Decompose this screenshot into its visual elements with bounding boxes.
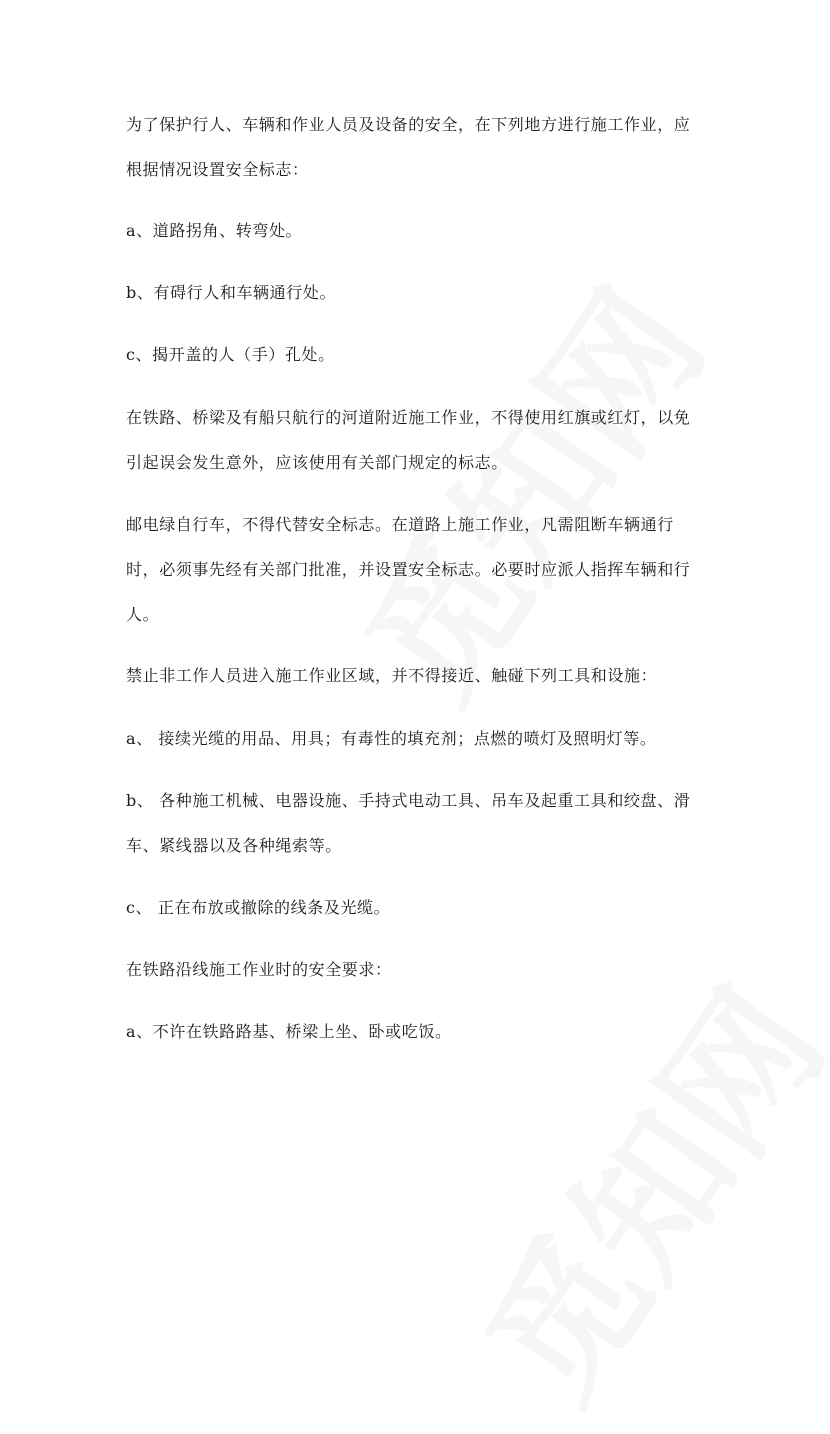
- paragraph-line: 邮电绿自行车，不得代替安全标志。在道路上施工作业，凡需阻断车辆通行: [126, 515, 674, 534]
- watermark: [307, 242, 742, 735]
- list-item: 车、紧线器以及各种绳索等。: [126, 836, 342, 855]
- paragraph-line: 时，必须事先经有关部门批准，并设置安全标志。必要时应派人指挥车辆和行: [126, 560, 691, 579]
- list-item: c、揭开盖的人（手）孔处。: [126, 345, 335, 364]
- watermark: [427, 942, 830, 1434]
- paragraph-line: 在铁路、桥梁及有船只航行的河道附近施工作业，不得使用红旗或红灯，以免: [126, 408, 691, 427]
- list-item: a、 接续光缆的用品、用具；有毒性的填充剂；点燃的喷灯及照明灯等。: [126, 729, 657, 748]
- paragraph-line: 在铁路沿线施工作业时的安全要求：: [126, 960, 392, 979]
- list-item: b、有碍行人和车辆通行处。: [126, 283, 337, 302]
- paragraph-line: 引起误会发生意外，应该使用有关部门规定的标志。: [126, 453, 508, 472]
- list-item: b、 各种施工机械、电器设施、手持式电动工具、吊车及起重工具和绞盘、滑: [126, 791, 691, 810]
- list-item: c、 正在布放或撤除的线条及光缆。: [126, 898, 391, 917]
- paragraph-line: 为了保护行人、车辆和作业人员及设备的安全，在下列地方进行施工作业，应: [126, 115, 691, 134]
- list-item: a、道路拐角、转弯处。: [126, 221, 303, 240]
- paragraph-line: 人。: [126, 605, 160, 624]
- paragraph-line: 禁止非工作人员进入施工作业区域，并不得接近、触碰下列工具和设施：: [126, 666, 658, 685]
- paragraph-line: 根据情况设置安全标志：: [126, 160, 309, 179]
- list-item: a、不许在铁路路基、桥梁上坐、卧或吃饭。: [126, 1022, 452, 1041]
